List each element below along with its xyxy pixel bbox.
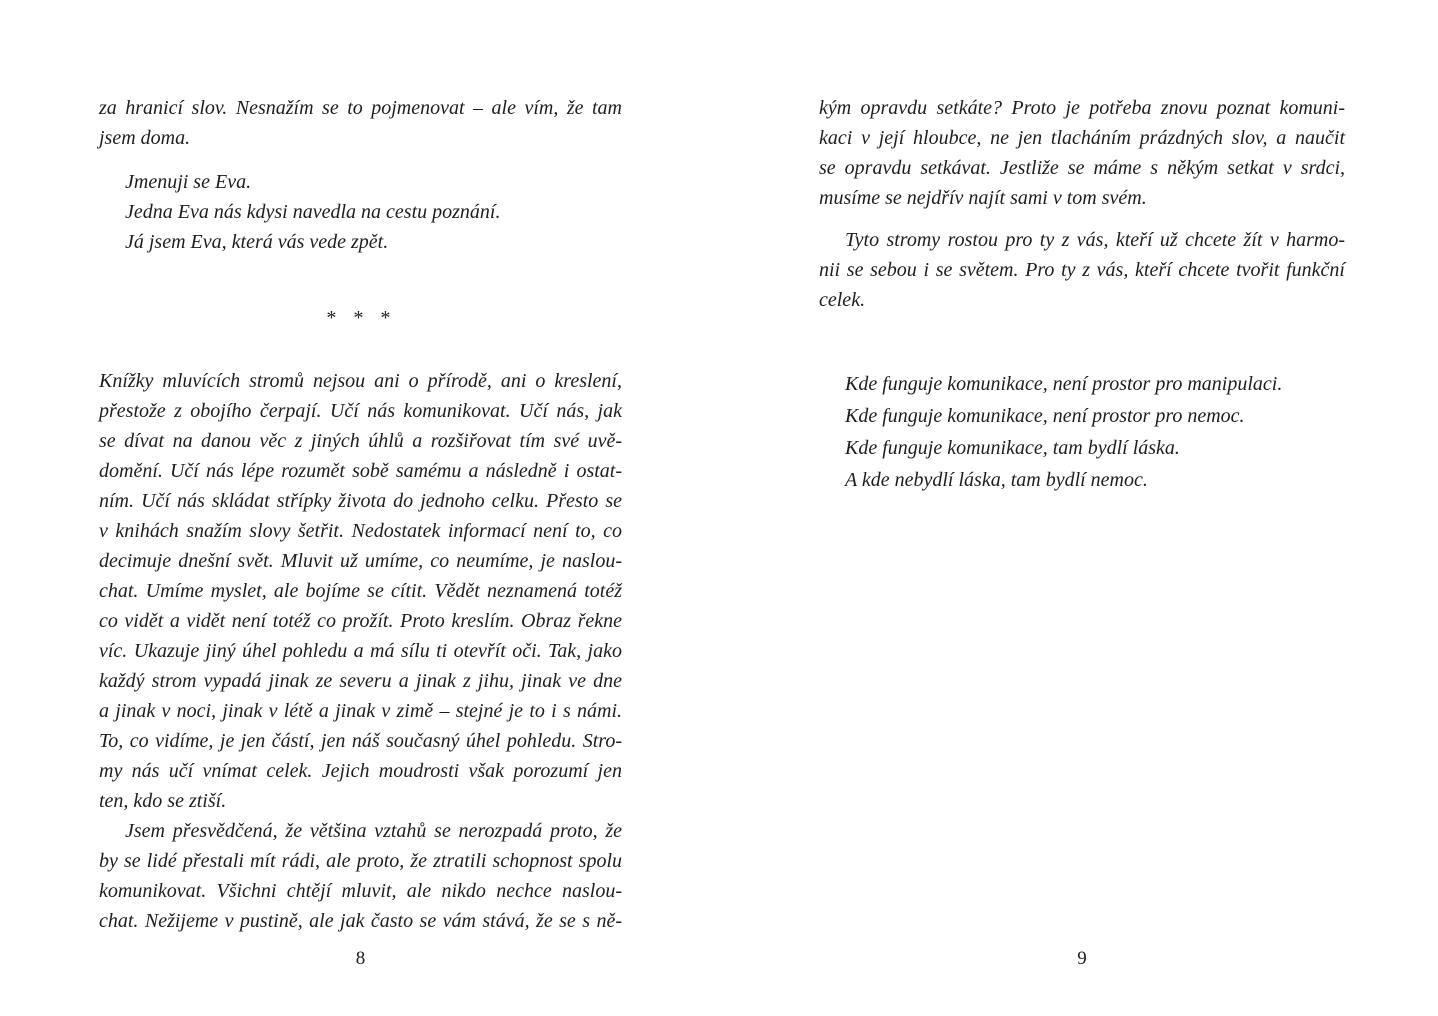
page-number-right: 9: [1077, 948, 1087, 969]
communication-verse: [819, 368, 1345, 496]
text-line: a jinak v noci, jinak v létě a jinak v zimě – stejné je to i s námi.: [99, 700, 622, 722]
text-line: Kde funguje komunikace, není prostor pro manipulaci.: [845, 373, 1283, 395]
page-number-left: 8: [355, 948, 366, 969]
text-line: Jsem přesvědčená, že většina vztahů se nerozpadá proto, že: [125, 820, 622, 842]
text-line: by se lidé přestali mít rádi, ale proto, že ztratili schopnost spolu: [99, 850, 622, 872]
text-line: kaci v její hloubce, ne jen tlacháním prázdných slov, a naučit: [819, 127, 1345, 149]
text-line: my nás učí vnímat celek. Jejich moudrosti však porozumí jen: [99, 760, 622, 782]
text-line: musíme se nejdřív najít sami v tom svém.: [819, 187, 1147, 209]
text-line: víc. Ukazuje jiný úhel pohledu a má sílu ti otevřít oči. Tak, jako: [99, 640, 622, 662]
text-line: Knížky mluvících stromů nejsou ani o přírodě, ani o kreslení,: [99, 370, 622, 392]
text-line: co vidět a vidět není totéž co prožít. Proto kreslím. Obraz řekne: [99, 610, 622, 632]
harmony-paragraph: [819, 225, 1345, 315]
name-verse: [99, 167, 622, 257]
text-line: Jmenuji se Eva.: [125, 171, 252, 193]
text-line: ním. Učí nás skládat střípky života do jednoho celku. Přesto se: [99, 490, 622, 512]
text-line: ten, kdo se ztiší.: [99, 790, 227, 812]
text-line: kým opravdu setkáte? Proto je potřeba znovu poznat komuni-: [819, 97, 1345, 119]
text-line: se dívat na danou věc z jiných úhlů a rozšiřovat tím své uvě-: [99, 430, 622, 452]
section-separator: * * *: [325, 307, 396, 329]
left-continuation-paragraph: [99, 93, 622, 153]
text-line: A kde nebydlí láska, tam bydlí nemoc.: [845, 469, 1148, 491]
text-line: decimuje dnešní svět. Mluvit už umíme, co neumíme, je naslou-: [99, 550, 622, 572]
text-line: se opravdu setkávat. Jestliže se máme s někým setkat v srdci,: [819, 157, 1345, 179]
left-main-paragraph: [99, 366, 622, 816]
text-line: chat. Umíme myslet, ale bojíme se cítit. Vědět neznamená totéž: [99, 580, 622, 602]
text-line: Jedna Eva nás kdysi navedla na cestu poznání.: [125, 201, 501, 223]
text-line: domění. Učí nás lépe rozumět sobě samému a následně i ostat-: [99, 460, 622, 482]
left-closing-paragraph: [99, 816, 622, 936]
text-line: To, co vidíme, je jen částí, jen náš současný úhel pohledu. Stro-: [99, 730, 622, 752]
text-line: přestože z obojího čerpají. Učí nás komunikovat. Učí nás, jak: [99, 400, 622, 422]
text-line: jsem doma.: [99, 127, 191, 149]
text-line: Kde funguje komunikace, není prostor pro nemoc.: [845, 405, 1245, 427]
text-line: celek.: [819, 289, 866, 311]
text-line: v knihách snažím slovy šetřit. Nedostatek informací není to, co: [99, 520, 622, 542]
right-page: [819, 0, 1345, 1016]
left-page: [99, 0, 622, 1016]
text-line: Kde funguje komunikace, tam bydlí láska.: [845, 437, 1180, 459]
text-line: Tyto stromy rostou pro ty z vás, kteří už chcete žít v harmo-: [845, 229, 1345, 251]
text-line: komunikovat. Všichni chtějí mluvit, ale nikdo nechce naslou-: [99, 880, 622, 902]
text-line: každý strom vypadá jinak ze severu a jinak z jihu, jinak ve dne: [99, 670, 622, 692]
text-line: za hranicí slov. Nesnažím se to pojmenovat – ale vím, že tam: [99, 97, 622, 119]
right-continuation-paragraph: [819, 93, 1345, 213]
text-line: chat. Nežijeme v pustině, ale jak často se vám stává, že se s ně-: [99, 910, 622, 932]
text-line: nii se sebou i se světem. Pro ty z vás, kteří chcete tvořit funkční: [819, 259, 1345, 281]
text-line: Já jsem Eva, která vás vede zpět.: [125, 231, 389, 253]
